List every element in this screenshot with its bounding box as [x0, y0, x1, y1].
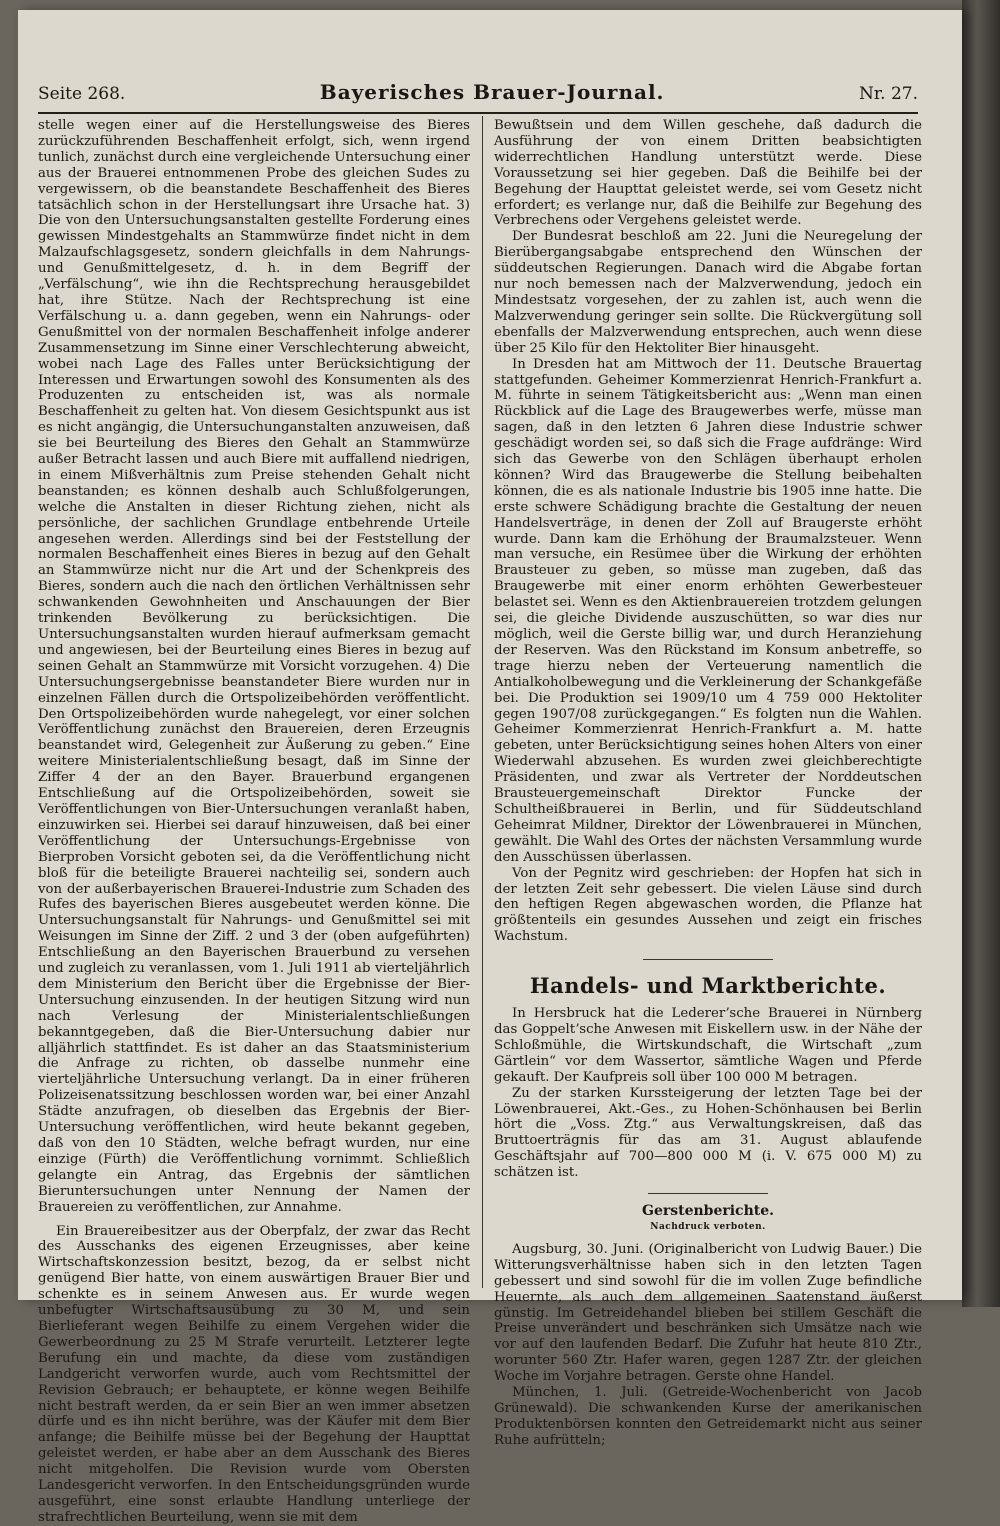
- right-column: [494, 118, 922, 1448]
- page-edge-shadow: [962, 0, 1000, 1307]
- right-paragraph-6: Zu der starken Kurssteigerung der letzten Tage bei der Löwenbrauerei, Akt.-Ges., zu Hohen-Schönhausen bei Berlin hört die „Voss. Ztg.“ aus Verwaltungskreisen, daß das Bruttoerträgnis für das am 31. August ablaufende Geschäftsjahr auf 700—800 000 M (i. V. 675 000 M) zu schätzen ist.: [494, 1085, 922, 1181]
- right-paragraph-5: In Hersbruck hat die Ledererʼsche Brauerei in Nürnberg das Goppeltʼsche Anwesen mit Eiskellern usw. in der Nähe der Schloßmühle, die Wirtskundschaft, die Wirtschaft „zum Gärtlein“ vor dem Wassertor, sämtliche Wagen und Pferde gekauft. Der Kaufpreis soll über 100 000 M betragen.: [494, 1006, 922, 1085]
- left-paragraph-1: stelle wegen einer auf die Herstellungsweise des Bieres zurückzuführenden Beschaffenheit erfolgt, sich, wenn irgend tunlich, zunächst durch eine vergleichende Untersuchung einer aus der Brauerei entnommenen Probe des gleichen Sudes zu vergewissern, ob die beanstandete Beschaffenheit des Bieres tatsächlich schon in der Herstellungsart ihre Ursache hat. 3) Die von den Untersuchungsanstalten gestellte Forderung eines gewissen Mindestgehalts an Stammwürze findet nicht in dem Malzaufschlagsgesetz, sondern gleichfalls in dem Nahrungs- und Genußmittelgesetz, d. h. in dem Begriff der „Verfälschung“, wie ihn die Rechtsprechung herausgebildet hat, ihre Stütze. Nach der Rechtsprechung ist eine Verfälschung u. a. dann gegeben, wenn ein Nahrungs- oder Genußmittel von der normalen Beschaffenheit infolge anderer Zusammensetzung im Sinne einer Verschlechterung abweicht, wobei nach Lage des Falles unter Berücksichtigung der Interessen und Erwartungen sowohl des Konsumenten als des Produzenten zu entscheiden ist, was als normale Beschaffenheit zu gelten hat. Von diesem Gesichtspunkt aus ist es nicht angängig, die Untersuchunganstalten anzuweisen, daß sie bei Beurteilung des Bieres den Gehalt an Stammwürze außer Betracht lassen und auch Biere mit auffallend niedrigen, in einem Mißverhältnis zum Preise stehenden Gehalt nicht beanstanden; es können deshalb auch Schlußfolgerungen, welche die Anstalten in dieser Richtung ziehen, nicht als persönliche, der sachlichen Grundlage entbehrende Urteile angesehen werden. Allerdings sind bei der Feststellung der normalen Beschaffenheit eines Bieres in bezug auf den Gehalt an Stammwürze nicht nur die Art und der Schenkpreis des Bieres, sondern auch die nach den örtlichen Verhältnissen sehr schwankenden Gewohnheiten und Anschauungen der Bier trinkenden Bevölkerung zu berücksichtigen. Die Untersuchungsanstalten wurden hierauf aufmerksam gemacht und angewiesen, bei der Beurteilung eines Bieres in bezug auf seinen Gehalt an Stammwürze mit Vorsicht vorzugehen. 4) Die Untersuchungsergebnisse beanstandeter Biere wurden nur in einzelnen Fällen durch die Ortspolizeibehörden veröffentlicht. Den Ortspolizeibehörden wurde nahegelegt, vor einer solchen Veröffentlichung zunächst den Brauereien, deren Erzeugnis beanstandet wird, Gelegenheit zur Äußerung zu geben.“ Eine weitere Ministerialentschließung besagt, daß im Sinne der Ziffer 4 der an den Bayer. Brauerbund ergangenen Entschließung auf die Ortspolizeibehörden, soweit sie Veröffentlichungen von Bier-Untersuchungen veranlaßt haben, einzuwirken sei. Hierbei sei darauf hinzuweisen, daß bei einer Veröffentlichung der Untersuchungs-Ergebnisse von Bierproben Vorsicht geboten sei, da die Veröffentlichung nicht bloß für die beteiligte Brauerei nachteilig sei, sondern auch von der außerbayerischen Brauerei-Industrie zum Schaden des Rufes des bayerischen Bieres ausgebeutet werden könne. Die Untersuchungsanstalt für Nahrungs- und Genußmittel sei mit Weisungen im Sinne der Ziff. 2 und 3 der (oben aufgeführten) Entschließung an den Bayerischen Brauerbund zu versehen und zugleich zu veranlassen, vom 1. Juli 1911 ab vierteljährlich dem Ministerium den Bericht über die Ergebnisse der Bier-Untersuchung einzusenden. In der heutigen Sitzung wird nun nach Verlesung der Ministerialentschließungen bekanntgegeben, daß die Bier-Untersuchung dabier nur alljährlich stattfindet. Es ist daher an das Staatsministerium die Anfrage zu richten, ob dasselbe nunmehr eine vierteljährliche Untersuchung verlangt. Da in einer früheren Polizeisenatssitzung beschlossen worden war, bei einer Anzahl Städte anzufragen, ob dieselben das Ergebnis der Bier-Untersuchung veröffentlichen, wird heute bekannt gegeben, daß von den 10 Städten, welche befragt wurden, nur eine einzige (Fürth) die Veröffentlichung vornimmt. Schließlich gelangte ein Antrag, das Ergebnis der sämtlichen Bieruntersuchungen unter Nennung der Namen der Brauereien zu veröffentlichen, zur Annahme.: [38, 118, 470, 1215]
- section-rule: [643, 959, 773, 960]
- column-divider: [482, 116, 483, 1288]
- right-paragraph-1: Bewußtsein und dem Willen geschehe, daß dadurch die Ausführung der von einem Dritten beabsichtigten widerrechtlichen Handlung unterstützt werde. Diese Voraussetzung sei hier gegeben. Daß die Beihilfe bei der Begehung der Haupttat geleistet werde, sei vom Gesetz nicht erfordert; es verlange nur, daß die Beihilfe zur Begehung des Verbrechens oder Vergehens geleistet werde.: [494, 118, 922, 229]
- subsection-title: Gerstenberichte.: [641, 1203, 774, 1220]
- right-paragraph-3: In Dresden hat am Mittwoch der 11. Deutsche Brauertag stattgefunden. Geheimer Kommerzienrat Henrich-Frankfurt a. M. führte in seinem Tätigkeitsbericht aus: „Wenn man einen Rückblick auf die Lage des Braugewerbes werfe, müsse man sagen, daß in den letzten 6 Jahren diese Industrie schwer geschädigt worden sei, so daß sich die Frage aufdränge: Wird sich das Gewerbe von den Schlägen überhaupt erholen können? Wird das Braugewerbe die Stellung beibehalten können, die es als nationale Industrie bis 1905 inne hatte. Die erste schwere Schädigung brachte die Gestaltung der neuen Handelsverträge, in denen der Zoll auf Braugerste erhöht wurde. Dann kam die Erhöhung der Braumalzsteuer. Wenn man versuche, ein Resümee über die Wirkung der erhöhten Brausteuer zu geben, so müsse man zugeben, daß das Braugewerbe mit einer enorm erhöhten Gewerbesteuer belastet sei. Wenn es den Aktienbrauereien trotzdem gelungen sei, die gleiche Dividende auszuschütten, so war dies nur möglich, weil die Gerste billig war, und durch Heranziehung der Reserven. Was den Rückstand im Konsum anbetreffe, so trage hierzu neben der Verteuerung namentlich die Antialkoholbewegung und die Verkleinerung der Schankgefäße bei. Die Produktion sei 1909/10 um 4 759 000 Hektoliter gegen 1907/08 zurückgegangen.“ Es folgten nun die Wahlen. Geheimer Kommerzienrat Henrich-Frankfurt a. M. hatte gebeten, unter Berücksichtigung seines hohen Alters von einer Wiederwahl abzusehen. Es wurden zwei gleichberechtigte Präsidenten, und zwar als Vertreter der Norddeutschen Brausteuergemeinschaft Direktor Funcke der Schultheißbrauerei in Berlin, und für Süddeutschland Geheimrat Mildner, Direktor der Löwenbrauerei in München, gewählt. Die Wahl des Ortes der nächsten Versammlung wurde den Ausschüssen überlassen.: [494, 356, 922, 865]
- right-paragraph-4: Von der Pegnitz wird geschrieben: der Hopfen hat sich in der letzten Zeit sehr gebessert. Die vielen Läuse sind durch den heftigen Regen abgewaschen worden, die Pflanze hat größtenteils ein gesundes Aussehen und zeigt ein frisches Wachstum.: [494, 865, 922, 945]
- right-paragraph-2: Der Bundesrat beschloß am 22. Juni die Neuregelung der Bierübergangsabgabe entsprechend den Wünschen der süddeutschen Regierungen. Danach wird die Abgabe fortan nur noch bemessen nach der Malzverwendung, jedoch ein Mindestsatz vorgesehen, der zu zahlen ist, auch wenn die Malzverwendung geringer sein sollte. Die Rückvergütung soll ebenfalls der Malzverwendung entsprechen, auch wenn diese über 25 Kilo für den Hektoliter Bier hinausgeht.: [494, 229, 922, 356]
- header-rule: [38, 112, 918, 114]
- section-title: Handels- und Marktberichte.: [529, 973, 887, 999]
- left-column: [38, 118, 470, 1525]
- right-paragraph-7: Augsburg, 30. Juni. (Originalbericht von Ludwig Bauer.) Die Witterungsverhältnisse haben sich in den letzten Tagen gebessert und sind sowohl für die im vollen Zuge befindliche Heuernte, als auch dem allgemeinen Saatenstand äußerst günstig. Im Getreidehandel blieben bei stillem Geschäft die Preise unverändert und beschränken sich Umsätze nach wie vor auf den laufenden Bedarf. Die Zufuhr hat heute 810 Ztr., worunter 560 Ztr. Hafer waren, gegen 1287 Ztr. der gleichen Woche im Vorjahre betragen. Gerste ohne Handel.: [494, 1241, 922, 1385]
- page-number: Seite 268.: [38, 84, 126, 104]
- right-paragraph-8: München, 1. Juli. (Getreide-Wochenbericht von Jacob Grünewald). Die schwankenden Kurse der amerikanischen Produktenbörsen konnten den Getreidemarkt nicht aus seiner Ruhe aufrütteln;: [494, 1385, 922, 1448]
- subsection-rule: [648, 1193, 768, 1194]
- issue-number: Nr. 27.: [859, 84, 918, 104]
- subsection-note: Nachdruck verboten.: [650, 1222, 766, 1232]
- left-paragraph-2: Ein Brauereibesitzer aus der Oberpfalz, der zwar das Recht des Ausschanks des eigenen Erzeugnisses, aber keine Wirtschaftskonzession besitzt, bezog, da er selbst nicht genügend Bier hatte, von einem auswärtigen Brauer Bier und schenkte es in seinem Anwesen aus. Er wurde wegen unbefugter Wirtschaftsausübung zu 30 M, und sein Bierlieferant wegen Beihilfe zu einem Vergehen wider die Gewerbeordnung zu 25 M Strafe verurteilt. Letzterer legte Berufung ein und machte, da diese vom zuständigen Landgericht verworfen wurde, auch vom Rechtsmittel der Revision Gebrauch; er behauptete, er könne wegen Beihilfe nicht bestraft werden, da er sein Bier an wen immer absetzen dürfe und es ihn nicht berühre, was der Käufer mit dem Bier anfange; die Beihilfe müsse bei der Begehung der Haupttat geleistet werden, er habe aber an dem Ausschank des Bieres nicht mitgeholfen. Die Revision wurde vom Obersten Landesgericht verworfen. In den Entscheidungsgründen wurde ausgeführt, eine sonst erlaubte Handlung unterliege der strafrechtlichen Beurteilung, wenn sie mit dem: [38, 1223, 470, 1525]
- page-header: [38, 80, 918, 108]
- journal-title: Bayerisches Brauer-Journal.: [319, 80, 665, 104]
